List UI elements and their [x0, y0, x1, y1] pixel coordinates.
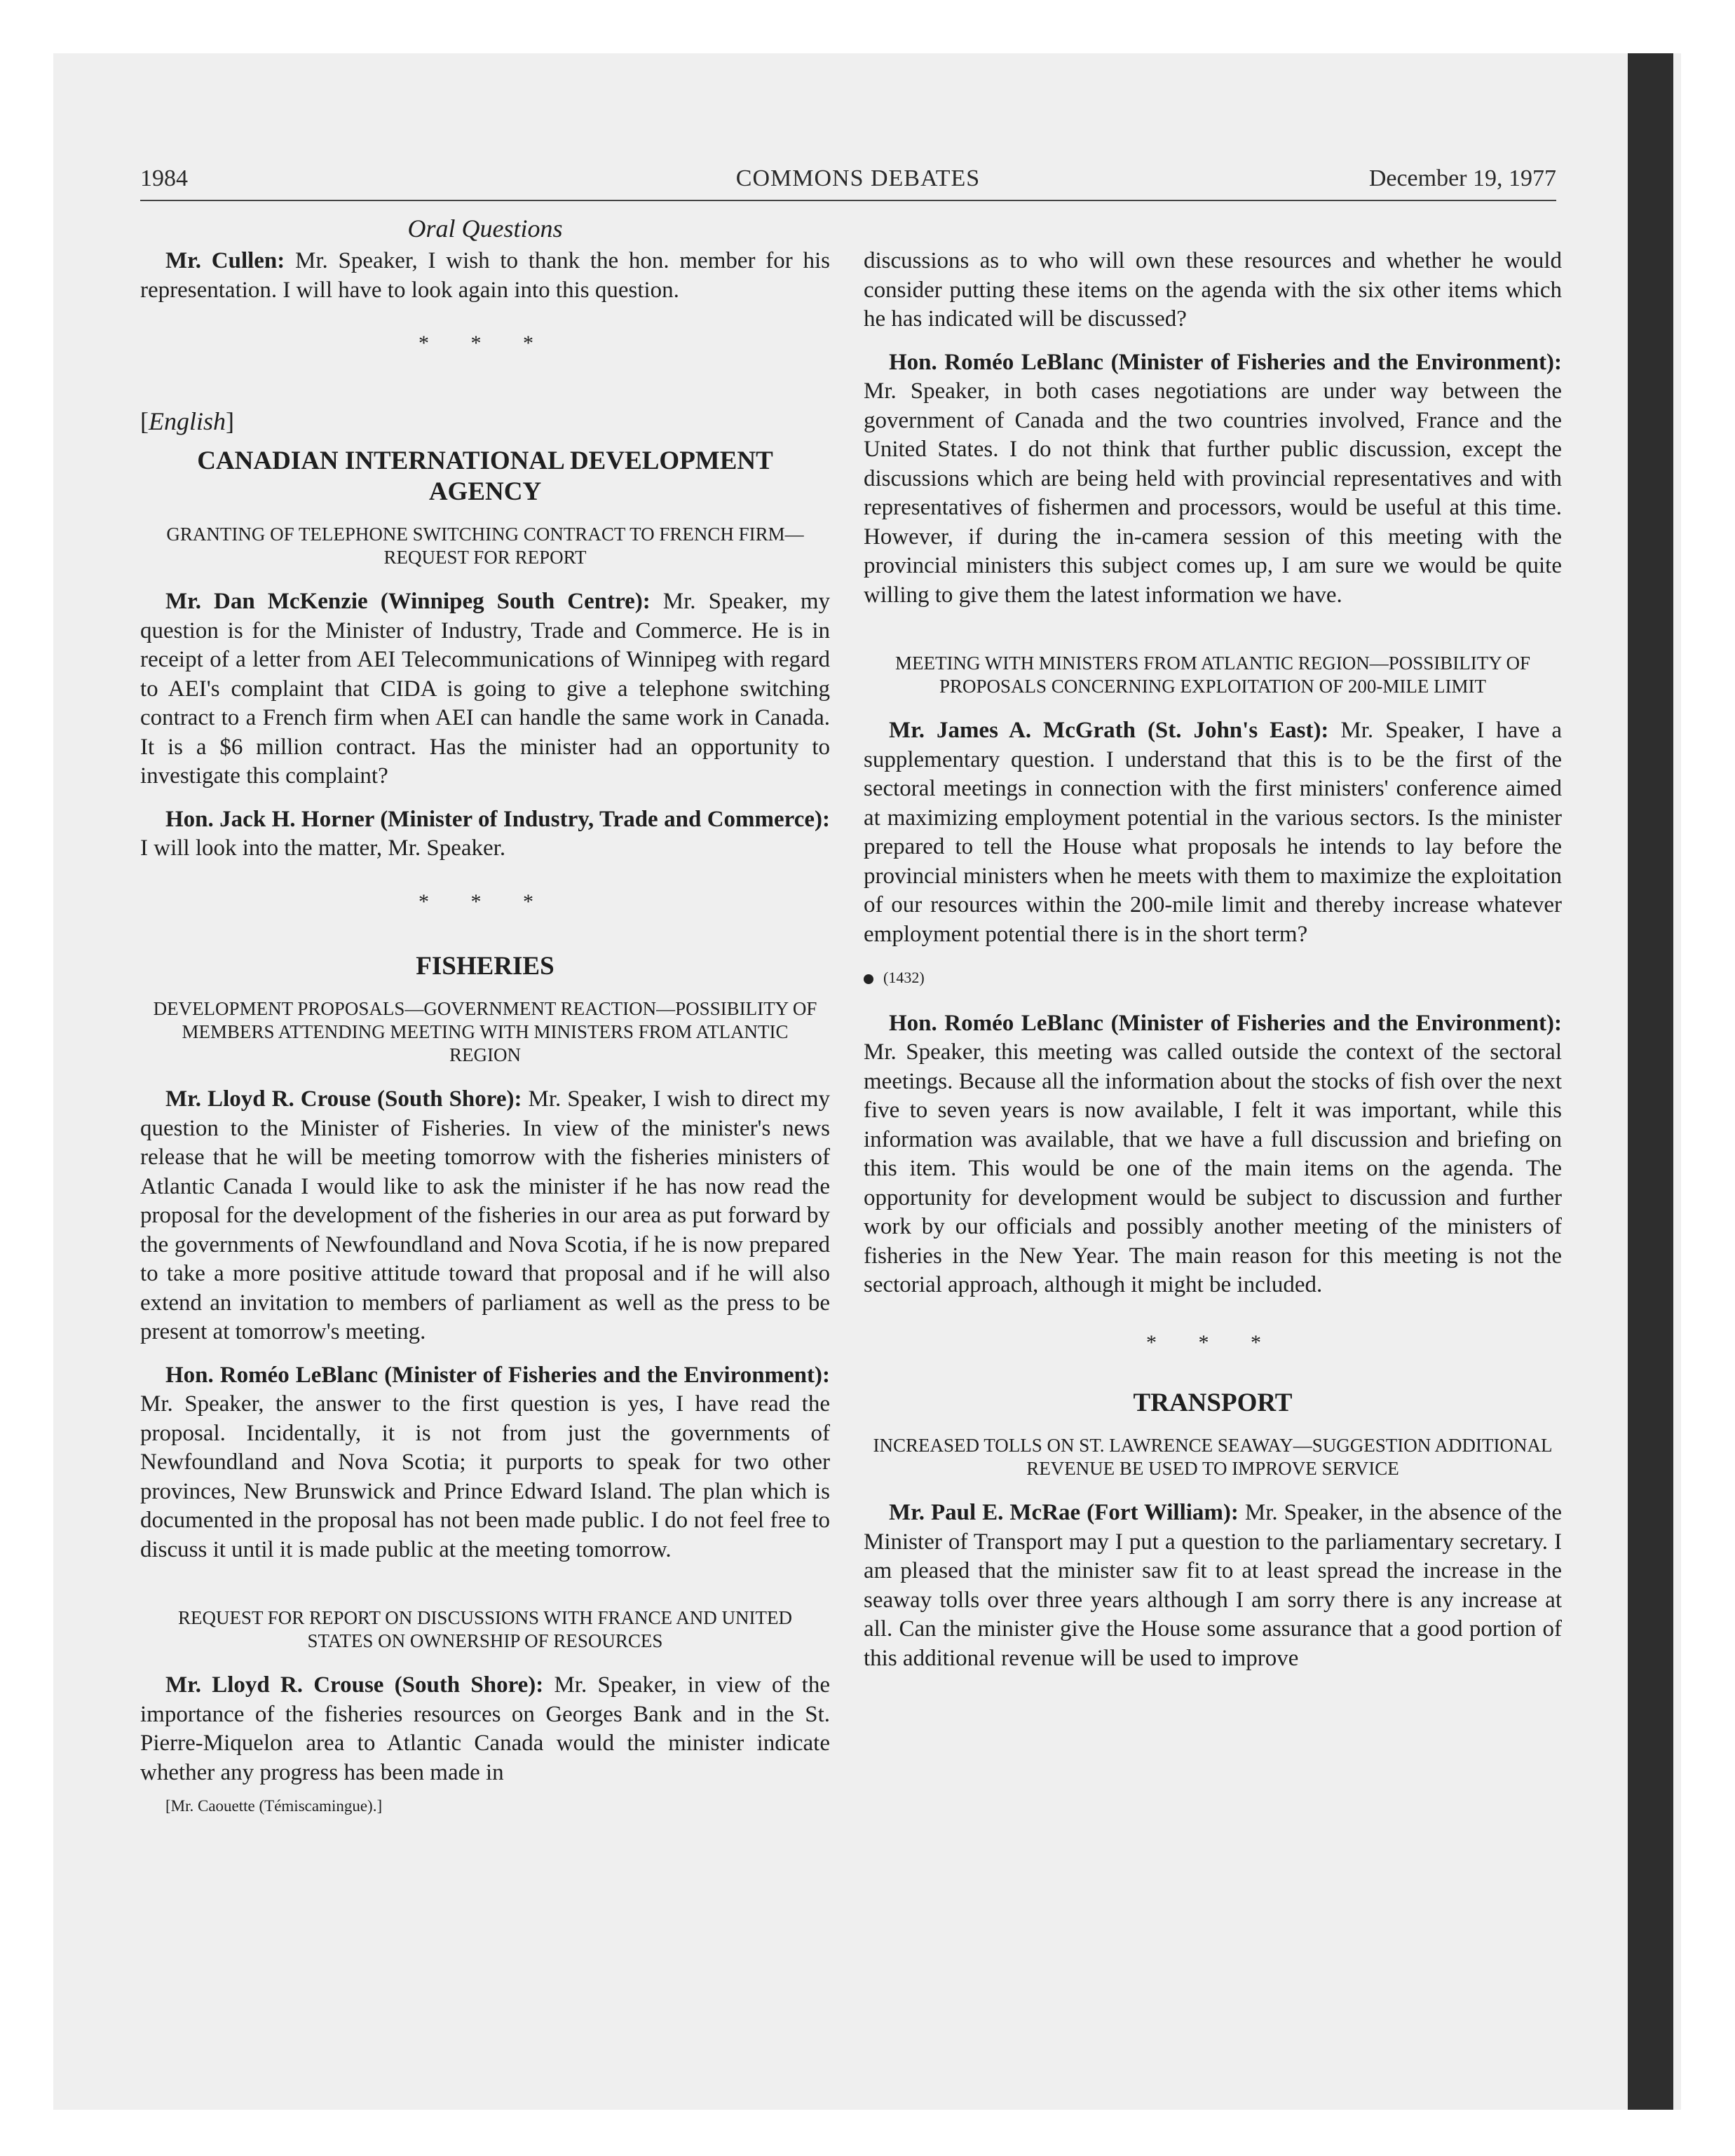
sub-heading: MEETING WITH MINISTERS FROM ATLANTIC REGION—POSSIBILITY OF PROPOSALS CONCERNING EXPLOITATION OF 200-MILE LIMIT [894, 653, 1530, 697]
section-label: Oral Questions [407, 214, 563, 243]
speech-text: Mr. Speaker, in view of the importance of the fisheries resources on Georges Bank and in the St. Pierre-Miquelon area to Atlantic Canada would the minister indicate whether any progress has been made in [140, 1672, 831, 1785]
footer-note: [Mr. Caouette (Témiscamingue).] [165, 1797, 383, 1815]
paragraph [864, 1009, 1562, 1300]
speaker-name: Mr. Lloyd R. Crouse (South Shore): [165, 1672, 544, 1698]
speech-text: discussions as to who will own these resources and whether he would consider putting these items on the agenda with the six other items which he has indicated will be discussed? [864, 248, 1562, 332]
sub-heading: DEVELOPMENT PROPOSALS—GOVERNMENT REACTION—POSSIBILITY OF MEMBERS ATTENDING MEETING WITH MINISTERS FROM ATLANTIC REGION [153, 998, 817, 1065]
speech-text: Mr. Speaker, in both cases negotiations are under way between the government of Canada and the two countries involved, France and the United States. I do not think that further public discussion, except the discussions which are being held with provincial representatives and with representatives of fishermen and processors, would be useful at this time. However, if during the in-camera session of this meeting with the provincial ministers this subject comes up, I am sure we would be quite willing to give them the latest information we have. [864, 378, 1562, 608]
speaker-name: Hon. Roméo LeBlanc (Minister of Fisheries and the Environment): [165, 1362, 830, 1388]
binding-edge [1628, 53, 1673, 2110]
speaker-name: Hon. Jack H. Horner (Minister of Industry, Trade and Commerce): [165, 806, 830, 832]
speech-text: Mr. Speaker, I wish to direct my question to the Minister of Fisheries. In view of the minister's news release that he will be meeting tomorrow with the fisheries ministers of Atlantic Canada I would like to ask the minister if he has now read the proposal for the development of the fisheries in our area as put forward by the governments of Newfoundland and Nova Scotia, if he is now prepared to take a more positive attitude toward that proposal and if he will also extend an invitation to members of parliament as well as the press to be present at tomorrow's meeting. [140, 1086, 830, 1344]
speech-text: Mr. Speaker, my question is for the Minister of Industry, Trade and Commerce. He is in receipt of a letter from AEI Telecommunications of Winnipeg with regard to AEI's complaint that CIDA is going to give a telephone switching contract to a French firm when AEI can handle the same work in Canada. It is a $6 million contract. Has the minister had an opportunity to investigate this complaint? [140, 589, 830, 789]
speech-text: Mr. Speaker, this meeting was called outside the context of the sectoral meetings. Because all the information about the stocks of fish over the next five to seven years is now available, I felt it was important, while this information was available, that we have a full discussion and briefing on this item. This would be one of the main items on the agenda. The opportunity for development would be subject to discussion and further work by our officials and possibly another meeting of the ministers of fisheries in the New Year. The main reason for this meeting is not the sectorial approach, although it might be included. [864, 1039, 1562, 1297]
subject-heading: FISHERIES [416, 952, 554, 981]
speaker-name: Mr. Cullen: [165, 248, 285, 273]
speaker-name: Hon. Roméo LeBlanc (Minister of Fisheries and the Environment): [889, 349, 1562, 375]
time-marker: (1432) [864, 963, 1562, 992]
paragraph [864, 348, 1562, 610]
paragraph [864, 716, 1562, 949]
paragraph [140, 247, 830, 305]
speech-text: Mr. Speaker, I have a supplementary question. I understand that this is to be the first of the sectoral meetings in connection with the first ministers' conference aimed at maximizing employment potential in the various sectors. Is the minister prepared to tell the House what proposals he intends to lay before the provincial ministers when he meets with them to maximize the exploitation of our resources within the 200-mile limit and thereby increase whatever employment potential there is in the short term? [864, 718, 1563, 947]
speaker-name: Mr. Paul E. McRae (Fort William): [889, 1500, 1239, 1525]
speech-text: Mr. Speaker, the answer to the first question is yes, I have read the proposal. Incidentally, it is not from just the governments of Newfoundland and Nova Scotia; it purports to speak for two other provinces, New Brunswick and Prince Edward Island. The plan which is documented in the proposal has not been made public. I do not feel free to discuss it until it is made public at the meeting tomorrow. [140, 1391, 830, 1562]
speaker-name: Mr. Dan McKenzie (Winnipeg South Centre): [165, 589, 651, 614]
speaker-name: Hon. Roméo LeBlanc (Minister of Fisheries and the Environment): [889, 1010, 1562, 1036]
paragraph [864, 1499, 1562, 1673]
paragraph [140, 587, 830, 791]
sub-heading: GRANTING OF TELEPHONE SWITCHING CONTRACT TO FRENCH FIRM—REQUEST FOR REPORT [166, 524, 804, 568]
bullet-icon [864, 974, 873, 984]
subject-heading: TRANSPORT [1133, 1389, 1293, 1417]
sub-heading: INCREASED TOLLS ON ST. LAWRENCE SEAWAY—SUGGESTION ADDITIONAL REVENUE BE USED TO IMPROVE SERVICE [873, 1435, 1553, 1479]
sub-heading: REQUEST FOR REPORT ON DISCUSSIONS WITH FRANCE AND UNITED STATES ON OWNERSHIP OF RESOURCES [178, 1607, 792, 1651]
header-rule [140, 200, 1556, 201]
speaker-name: Mr. James A. McGrath (St. John's East): [889, 718, 1329, 743]
publication-title: COMMONS DEBATES [735, 165, 981, 191]
paragraph [140, 1085, 830, 1347]
speech-text: Mr. Speaker, I wish to thank the hon. member for his representation. I will have to look again into this question. [140, 248, 830, 303]
speaker-name: Mr. Lloyd R. Crouse (South Shore): [165, 1086, 522, 1112]
section-separator: * * * [419, 332, 552, 355]
page-number: 1984 [140, 165, 188, 191]
right-column [864, 247, 1562, 1687]
paragraph [864, 247, 1562, 334]
header-date: December 19, 1977 [1368, 165, 1556, 191]
paragraph [140, 805, 830, 864]
page-header [140, 160, 1576, 202]
speech-text: I will look into the matter, Mr. Speaker. [140, 835, 506, 861]
left-column [140, 247, 830, 1821]
paragraph [140, 1361, 830, 1565]
section-separator: * * * [419, 889, 552, 913]
subject-heading: CANADIAN INTERNATIONAL DEVELOPMENT AGENCY [197, 446, 773, 506]
paragraph [140, 1671, 830, 1787]
language-tag: [English] [140, 407, 235, 435]
speech-text: Mr. Speaker, in the absence of the Minister of Transport may I put a question to the parliamentary secretary. I am pleased that the minister saw fit to at least spread the increase in the seaway tolls over three years although I am sorry there is any increase at all. Can the minister give the House some assurance that a good portion of this additional revenue will be used to improve [864, 1500, 1562, 1671]
section-separator: * * * [1146, 1330, 1279, 1354]
